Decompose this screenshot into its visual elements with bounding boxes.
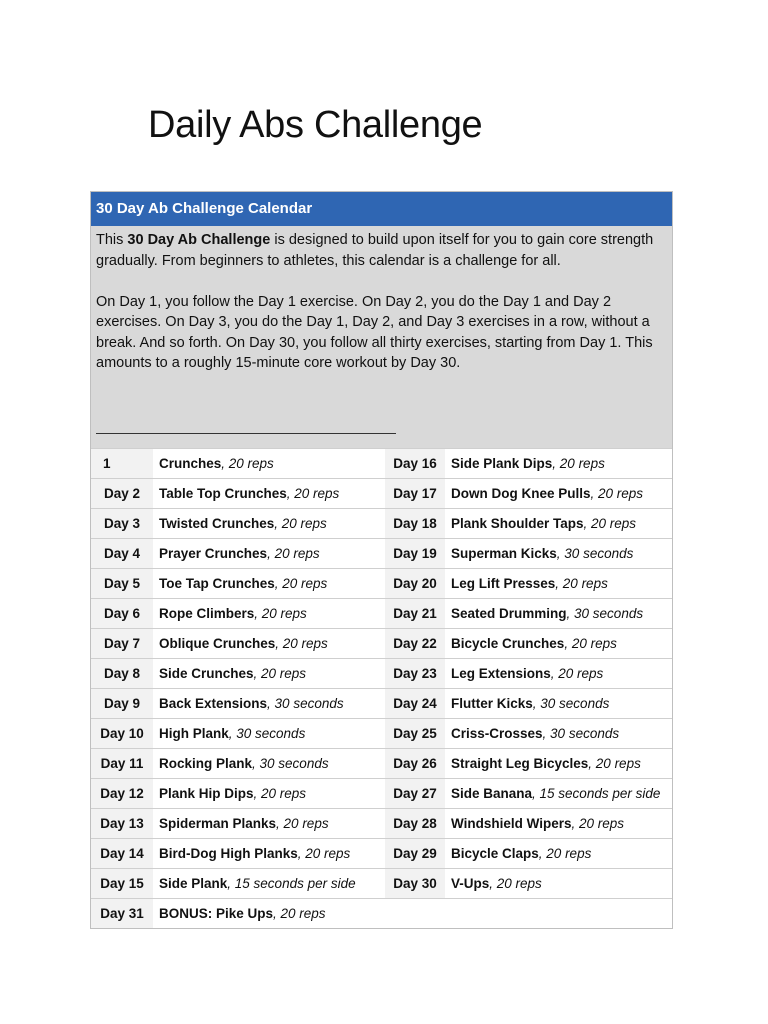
- day-number: Day 4: [91, 539, 153, 569]
- day-number: Day 19: [385, 539, 445, 569]
- table-row: [91, 539, 672, 569]
- exercise-reps: , 30 seconds: [566, 606, 644, 621]
- exercise-cell: [153, 899, 385, 929]
- exercise-name: Bicycle Claps: [451, 846, 539, 861]
- table-row: [91, 719, 672, 749]
- exercise-name: Side Plank: [159, 876, 228, 891]
- exercise-cell: [153, 809, 385, 839]
- day-number: Day 27: [385, 779, 445, 809]
- intro-paragraph-2: On Day 1, you follow the Day 1 exercise. On Day 2, you do the Day 1 and Day 2 exercises. On Day 3, you do the Day 1, Day 2, and Day 3 exercises in a row, without a break. And so forth. On Day 30, you follow all thirty exercises, starting from Day 1. This amounts to a roughly 15-minute core workout by Day 30.: [96, 293, 653, 371]
- exercise-reps: , 30 seconds: [556, 546, 634, 561]
- table-row: [91, 509, 672, 539]
- exercise-name: Bird-Dog High Planks: [159, 846, 298, 861]
- exercise-reps: , 30 seconds: [252, 756, 329, 771]
- exercise-name: Back Extensions: [159, 696, 268, 711]
- exercise-cell: [153, 509, 385, 539]
- day-number: Day 17: [385, 479, 445, 509]
- table-row: [91, 779, 672, 809]
- day-number: Day 22: [385, 629, 445, 659]
- day-number: Day 20: [385, 569, 445, 599]
- day-number: Day 3: [91, 509, 153, 539]
- exercise-cell: [445, 869, 672, 899]
- exercise-reps: , 30 seconds: [267, 696, 344, 711]
- day-number: Day 30: [385, 869, 445, 899]
- exercise-name: Side Banana: [451, 786, 533, 801]
- exercise-reps: , 20 reps: [550, 666, 604, 681]
- exercise-name: Side Plank Dips: [451, 456, 553, 471]
- exercise-reps: , 30 seconds: [228, 726, 306, 741]
- exercise-cell: [153, 659, 385, 689]
- table-row: [91, 839, 672, 869]
- intro-paragraph-1: [96, 230, 667, 271]
- table-row: [91, 899, 672, 929]
- exercise-reps: , 30 seconds: [542, 726, 620, 741]
- day-number: Day 13: [91, 809, 153, 839]
- exercise-cell: [445, 569, 672, 599]
- exercise-name: High Plank: [159, 726, 229, 741]
- exercise-reps: , 20 reps: [267, 546, 320, 561]
- exercise-name: Rope Climbers: [159, 606, 255, 621]
- intro-text: is designed to build upon itself for you to gain core strength gradually. From beginners to athletes, this calendar is a challenge for all.: [96, 232, 654, 269]
- table-row: [91, 449, 672, 479]
- exercise-cell: [445, 509, 672, 539]
- exercise-reps: , 20 reps: [564, 636, 617, 651]
- exercise-cell: [153, 599, 385, 629]
- day-number: Day 9: [91, 689, 153, 719]
- table-row: [91, 689, 672, 719]
- day-number: Day 18: [385, 509, 445, 539]
- exercise-name: Oblique Crunches: [159, 636, 276, 651]
- exercise-cell: [153, 629, 385, 659]
- exercise-cell: [445, 629, 672, 659]
- exercise-name: Leg Extensions: [451, 666, 551, 681]
- exercise-cell: [445, 449, 672, 479]
- exercise-name: Table Top Crunches: [159, 486, 287, 501]
- exercise-cell: [153, 749, 385, 779]
- exercise-cell: [153, 689, 385, 719]
- exercise-name: Superman Kicks: [451, 546, 557, 561]
- exercise-cell: [153, 449, 385, 479]
- exercise-name: Seated Drumming: [451, 606, 567, 621]
- exercise-name: Plank Shoulder Taps: [451, 516, 584, 531]
- day-number: Day 12: [91, 779, 153, 809]
- exercise-cell: [445, 719, 672, 749]
- calendar-intro: [91, 226, 672, 448]
- exercise-reps: , 15 seconds per side: [532, 786, 661, 801]
- exercise-name: Criss-Crosses: [451, 726, 543, 741]
- ab-challenge-calendar: [90, 191, 673, 929]
- exercise-name: Crunches: [159, 456, 222, 471]
- exercise-name: BONUS: Pike Ups: [159, 906, 274, 921]
- day-number: Day 6: [91, 599, 153, 629]
- day-number: Day 14: [91, 839, 153, 869]
- day-number: Day 24: [385, 689, 445, 719]
- exercise-reps: , 20 reps: [583, 516, 637, 531]
- exercise-cell: [445, 659, 672, 689]
- table-row: [91, 869, 672, 899]
- day-number: 1: [91, 449, 153, 479]
- exercise-name: Windshield Wipers: [451, 816, 572, 831]
- day-number: Day 21: [385, 599, 445, 629]
- day-number: [385, 899, 445, 929]
- exercise-reps: , 20 reps: [555, 576, 608, 591]
- exercise-cell: [445, 779, 672, 809]
- day-number: Day 23: [385, 659, 445, 689]
- exercise-cell: [153, 479, 385, 509]
- exercise-name: Bicycle Crunches: [451, 636, 565, 651]
- day-number: Day 29: [385, 839, 445, 869]
- exercise-name: Plank Hip Dips: [159, 786, 254, 801]
- exercise-cell: [445, 899, 672, 929]
- exercise-cell: [153, 539, 385, 569]
- exercise-reps: , 20 reps: [297, 846, 351, 861]
- exercise-reps: , 20 reps: [254, 606, 307, 621]
- signature-line: [96, 433, 396, 434]
- exercise-reps: , 20 reps: [538, 846, 592, 861]
- day-number: Day 25: [385, 719, 445, 749]
- exercise-reps: , 15 seconds per side: [227, 876, 356, 891]
- exercise-reps: , 20 reps: [221, 456, 274, 471]
- exercise-reps: , 20 reps: [286, 486, 340, 501]
- exercise-name: V-Ups: [451, 876, 490, 891]
- day-number: Day 10: [91, 719, 153, 749]
- calendar-header: 30 Day Ab Challenge Calendar: [91, 192, 672, 226]
- exercise-reps: , 20 reps: [253, 786, 307, 801]
- day-number: Day 2: [91, 479, 153, 509]
- exercise-reps: , 20 reps: [588, 756, 641, 771]
- intro-text: This: [96, 232, 128, 248]
- exercise-reps: , 20 reps: [276, 816, 329, 831]
- exercise-name: Side Crunches: [159, 666, 254, 681]
- exercise-reps: , 20 reps: [552, 456, 605, 471]
- exercise-cell: [445, 749, 672, 779]
- table-row: [91, 629, 672, 659]
- day-number: Day 31: [91, 899, 153, 929]
- exercise-cell: [153, 779, 385, 809]
- exercise-reps: , 20 reps: [274, 516, 327, 531]
- day-number: Day 7: [91, 629, 153, 659]
- table-row: [91, 749, 672, 779]
- exercise-name: Toe Tap Crunches: [159, 576, 275, 591]
- day-number: Day 11: [91, 749, 153, 779]
- exercise-name: Prayer Crunches: [159, 546, 268, 561]
- table-row: [91, 809, 672, 839]
- exercise-cell: [153, 569, 385, 599]
- exercise-cell: [445, 539, 672, 569]
- exercise-reps: , 20 reps: [590, 486, 644, 501]
- day-number: Day 26: [385, 749, 445, 779]
- exercise-reps: , 20 reps: [253, 666, 307, 681]
- exercise-name: Straight Leg Bicycles: [451, 756, 589, 771]
- exercise-cell: [445, 839, 672, 869]
- exercise-reps: , 20 reps: [275, 636, 328, 651]
- exercise-cell: [153, 869, 385, 899]
- exercise-name: Spiderman Planks: [159, 816, 277, 831]
- exercise-cell: [445, 809, 672, 839]
- table-row: [91, 599, 672, 629]
- exercise-cell: [445, 689, 672, 719]
- exercise-reps: , 20 reps: [571, 816, 625, 831]
- page-title: Daily Abs Challenge: [148, 104, 483, 146]
- exercise-reps: , 30 seconds: [532, 696, 610, 711]
- intro-bold-text: 30 Day Ab Challenge: [127, 232, 271, 248]
- day-number: Day 8: [91, 659, 153, 689]
- exercise-cell: [153, 839, 385, 869]
- day-number: Day 16: [385, 449, 445, 479]
- exercise-name: Twisted Crunches: [159, 516, 275, 531]
- exercise-cell: [445, 479, 672, 509]
- day-number: Day 15: [91, 869, 153, 899]
- exercise-name: Down Dog Knee Pulls: [451, 486, 591, 501]
- table-row: [91, 479, 672, 509]
- day-table: [91, 448, 672, 928]
- table-row: [91, 569, 672, 599]
- exercise-name: Flutter Kicks: [451, 696, 533, 711]
- exercise-name: Rocking Plank: [159, 756, 253, 771]
- exercise-cell: [445, 599, 672, 629]
- day-number: Day 28: [385, 809, 445, 839]
- exercise-name: Leg Lift Presses: [451, 576, 556, 591]
- exercise-reps: , 20 reps: [489, 876, 542, 891]
- exercise-reps: , 20 reps: [273, 906, 326, 921]
- exercise-reps: , 20 reps: [274, 576, 328, 591]
- exercise-cell: [153, 719, 385, 749]
- day-number: Day 5: [91, 569, 153, 599]
- table-row: [91, 659, 672, 689]
